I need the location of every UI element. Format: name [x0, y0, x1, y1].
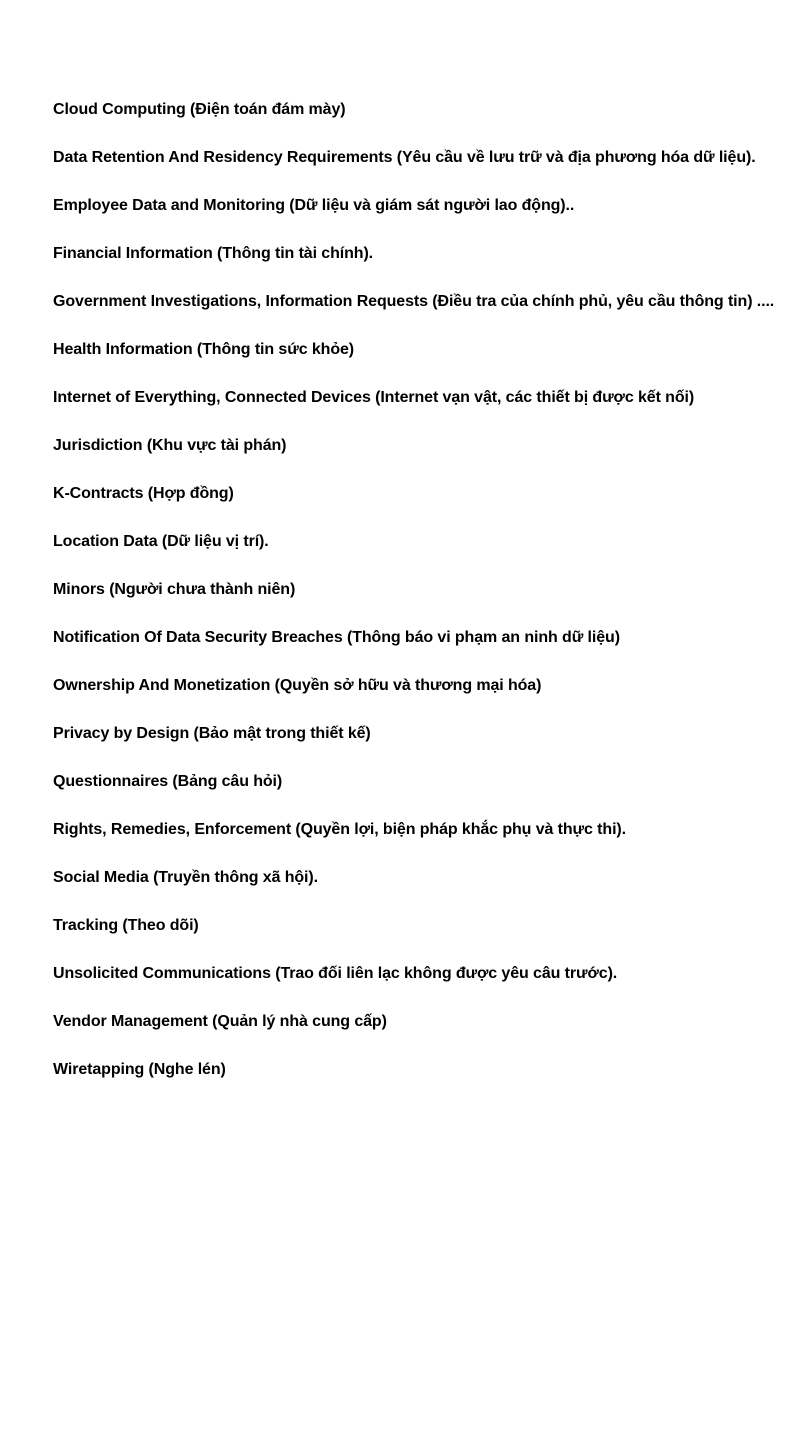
list-item-tracking: Tracking (Theo dõi)	[53, 917, 199, 934]
list-item-vendor-management: Vendor Management (Quản lý nhà cung cấp)	[53, 1013, 387, 1030]
topic-list	[53, 86, 812, 1094]
list-item-wiretapping: Wiretapping (Nghe lén)	[53, 1061, 226, 1078]
list-item-rights-remedies: Rights, Remedies, Enforcement (Quyền lợi, biện pháp khắc phụ và thực thi).	[53, 821, 626, 838]
list-item-social-media: Social Media (Truyền thông xã hội).	[53, 869, 318, 886]
list-item-internet-of-everything: Internet of Everything, Connected Devices (Internet vạn vật, các thiết bị được kết nối)	[53, 389, 695, 406]
list-item-government-investigations: Government Investigations, Information Requests (Điều tra của chính phủ, yêu cầu thông tin) ....	[53, 293, 775, 310]
list-item-cloud-computing: Cloud Computing (Điện toán đám mày)	[53, 101, 346, 118]
list-item-jurisdiction: Jurisdiction (Khu vực tài phán)	[53, 437, 287, 454]
list-item-unsolicited-communications: Unsolicited Communications (Trao đối liên lạc không được yêu câu trước).	[53, 965, 618, 982]
list-item-k-contracts: K-Contracts (Hợp đồng)	[53, 485, 234, 502]
list-item-privacy-by-design: Privacy by Design (Bảo mật trong thiết kế)	[53, 725, 371, 742]
list-item-questionnaires: Questionnaires (Bảng câu hỏi)	[53, 773, 283, 790]
list-item-ownership-monetization: Ownership And Monetization (Quyền sở hữu và thương mại hóa)	[53, 677, 542, 694]
list-item-breach-notification: Notification Of Data Security Breaches (Thông báo vi phạm an ninh dữ liệu)	[53, 629, 620, 646]
list-item-health-information: Health Information (Thông tin sức khỏe)	[53, 341, 355, 358]
list-item-minors: Minors (Người chưa thành niên)	[53, 581, 296, 598]
list-item-financial-information: Financial Information (Thông tin tài chính).	[53, 245, 374, 262]
list-item-data-retention: Data Retention And Residency Requirements (Yêu cầu về lưu trữ và địa phương hóa dữ liệu).	[53, 149, 756, 166]
list-item-location-data: Location Data (Dữ liệu vị trí).	[53, 533, 269, 550]
list-item-employee-data: Employee Data and Monitoring (Dữ liệu và giám sát người lao động)..	[53, 197, 575, 214]
